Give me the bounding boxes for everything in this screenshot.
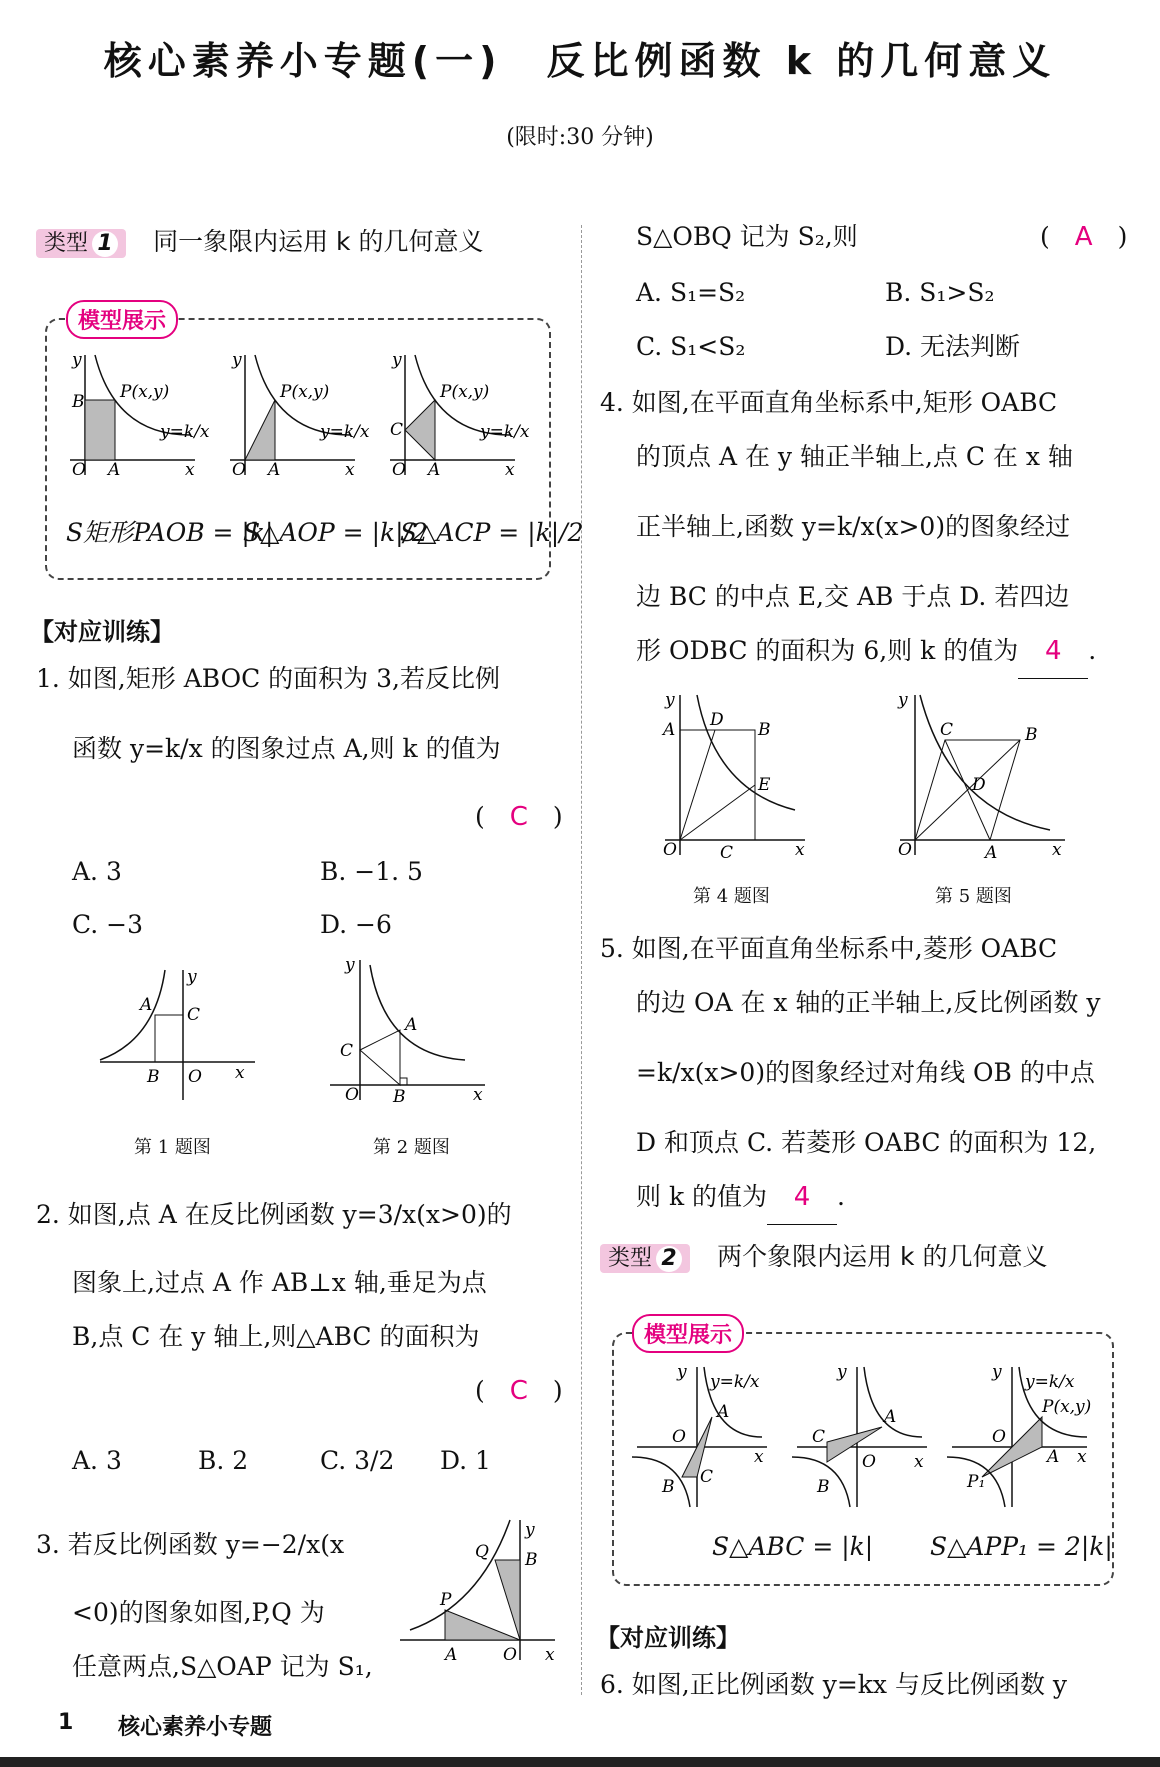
svg-text:C: C [340,1041,354,1061]
q5-answer: 4 [793,1182,811,1212]
svg-text:O: O [232,460,246,480]
model1-formula2: S△AOP = |k|/2 [243,518,428,547]
q2-option-a: A. 3 [72,1446,122,1475]
svg-text:x: x [473,1085,483,1105]
q4-caption: 第 4 题图 [693,886,770,907]
svg-text:P(x,y): P(x,y) [120,382,170,402]
svg-text:y: y [898,690,908,710]
svg-text:y: y [525,1520,535,1540]
svg-text:A: A [405,1015,418,1035]
svg-text:P(x,y): P(x,y) [280,382,330,402]
section1-heading [36,222,483,258]
svg-text:Q: Q [475,1542,489,1562]
svg-text:A: A [268,460,281,480]
q4-answer: 4 [1044,636,1062,666]
q4-line1: 4. 如图,在平面直角坐标系中,矩形 OABC [600,388,1058,417]
svg-text:B: B [758,720,771,740]
q4-line2: 的顶点 A 在 y 轴正半轴上,点 C 在 x 轴 [636,442,1073,471]
svg-text:O: O [188,1067,202,1087]
model1-graph-acp [390,350,530,480]
training-heading-1: 【对应训练】 [30,618,174,646]
q4-line3: 正半轴上,函数 y=k/x(x>0)的图象经过 [636,512,1071,541]
q2-answer: C [509,1376,528,1406]
q2-option-b: B. 2 [198,1446,249,1475]
q6-line1: 6. 如图,正比例函数 y=kx 与反比例函数 y [600,1670,1068,1699]
svg-text:B: B [817,1477,830,1497]
q2-line1: 2. 如图,点 A 在反比例函数 y=3/x(x>0)的 [36,1200,512,1229]
q4-line4: 边 BC 的中点 E,交 AB 于点 D. 若四边 [636,582,1070,611]
q1-line1: 1. 如图,矩形 ABOC 的面积为 3,若反比例 [36,664,500,693]
svg-text:x: x [505,460,515,480]
svg-text:y=k/x: y=k/x [480,422,530,442]
svg-text:P₁: P₁ [967,1472,986,1492]
column-divider [581,225,582,1695]
svg-text:x: x [545,1645,555,1665]
model2-graph-mid [792,1362,927,1507]
svg-text:P: P [440,1590,452,1610]
svg-text:y: y [677,1362,687,1382]
svg-text:O: O [672,1427,686,1447]
training-heading-2: 【对应训练】 [596,1624,740,1652]
model2-formula1: S△ABC = |k| [712,1532,874,1561]
svg-text:y: y [345,960,355,975]
svg-text:B: B [72,392,85,412]
svg-text:C: C [812,1427,826,1447]
q2-answer-bracket: ( C ) [475,1376,563,1406]
svg-text:x: x [345,460,355,480]
model2-graph-app [947,1362,1091,1507]
q5-line4: D 和顶点 C. 若菱形 OABC 的面积为 12, [636,1128,1097,1157]
svg-text:x: x [754,1447,764,1467]
svg-text:C: C [390,420,404,440]
svg-text:y: y [992,1362,1002,1382]
svg-text:B: B [1025,725,1038,745]
svg-text:x: x [1052,840,1062,860]
model2-formula2: S△APP₁ = 2|k| [930,1532,1113,1561]
q3-figure [400,1515,560,1665]
type2-badge: 类型 2 [600,1244,690,1273]
model-tag-1: 模型展示 [66,300,178,339]
svg-text:D: D [710,710,724,730]
model1-formula1: S矩形PAOB = |k| [66,518,274,547]
svg-text:y=k/x: y=k/x [320,422,370,442]
q3-answer: A [1074,222,1093,252]
svg-text:A: A [717,1402,730,1422]
q2-line3: B,点 C 在 y 轴上,则△ABC 的面积为 [72,1322,480,1351]
q1-line2: 函数 y=k/x 的图象过点 A,则 k 的值为 [72,734,501,763]
q3-line1: 3. 若反比例函数 y=−2/x(x [36,1530,345,1559]
type1-badge: 类型 1 [36,229,126,258]
svg-text:y=k/x: y=k/x [160,422,210,442]
svg-text:A: A [108,460,121,480]
type2-title: 两个象限内运用 k 的几何意义 [717,1242,1048,1271]
svg-text:y: y [665,690,675,710]
footer-label: 核心素养小专题 [118,1715,273,1740]
q3-option-c: C. S₁<S₂ [636,332,746,361]
page-number: 1 [58,1710,74,1735]
svg-text:C: C [187,1005,201,1025]
q1-option-b: B. −1. 5 [320,857,423,886]
svg-text:D: D [972,775,986,795]
q2-option-c: C. 3/2 [320,1446,395,1475]
svg-text:O: O [392,460,406,480]
svg-text:A: A [140,995,153,1015]
q1-option-d: D. −6 [320,910,392,939]
q4-figure [661,690,805,860]
q3-option-a: A. S₁=S₂ [636,278,746,307]
svg-text:B: B [662,1477,675,1497]
section2-heading [600,1237,1047,1273]
time-limit: (限时:30 分钟) [506,125,654,150]
svg-text:P(x,y): P(x,y) [440,382,490,402]
q1-answer-bracket: ( C ) [475,802,563,832]
model1-graphs [60,345,540,485]
q5-line5: 则 k 的值为 4 . [636,1170,845,1225]
svg-text:x: x [914,1452,924,1472]
q5-line3: =k/x(x>0)的图象经过对角线 OB 的中点 [636,1058,1095,1087]
svg-text:y: y [187,967,197,987]
q5-line2: 的边 OA 在 x 轴的正半轴上,反比例函数 y [636,988,1101,1017]
model2-graphs [632,1362,1102,1512]
svg-text:E: E [758,775,771,795]
svg-text:O: O [72,460,86,480]
q3-line2: <0)的图象如图,P,Q 为 [72,1598,325,1627]
model1-formula3: S△ACP = |k|/2 [400,518,584,547]
type1-title: 同一象限内运用 k 的几何意义 [153,227,484,256]
svg-text:y: y [392,350,402,370]
q1-figure [100,967,255,1100]
svg-text:O: O [345,1085,359,1105]
q3-line3: 任意两点,S△OAP 记为 S₁, [72,1652,373,1681]
bottom-bar [0,1757,1160,1767]
model-tag-2: 模型展示 [632,1314,744,1353]
svg-text:A: A [884,1407,897,1427]
svg-text:A: A [428,460,441,480]
svg-text:A: A [445,1645,458,1665]
q1-option-a: A. 3 [72,857,122,886]
svg-text:y=k/x: y=k/x [710,1372,760,1392]
svg-text:A: A [1047,1447,1060,1467]
svg-text:x: x [1077,1447,1087,1467]
q3-option-b: B. S₁>S₂ [885,278,995,307]
q1-caption: 第 1 题图 [134,1137,211,1158]
q2-figure [330,960,485,1107]
svg-text:y=k/x: y=k/x [1025,1372,1075,1392]
q4-q5-figures [655,690,1075,860]
svg-text:C: C [940,720,954,740]
q1-option-c: C. −3 [72,910,143,939]
svg-text:O: O [862,1452,876,1472]
q5-figure [897,690,1065,860]
q2-option-d: D. 1 [440,1446,491,1475]
svg-text:P(x,y): P(x,y) [1042,1397,1092,1417]
model1-graph-triangle [230,350,370,480]
q2-line2: 图象上,过点 A 作 AB⊥x 轴,垂足为点 [72,1268,487,1297]
svg-text:B: B [393,1087,406,1107]
svg-text:O: O [663,840,677,860]
svg-text:y: y [72,350,82,370]
svg-text:O: O [503,1645,517,1665]
q3-line4: S△OBQ 记为 S₂,则 [636,222,858,251]
svg-text:x: x [235,1063,245,1083]
svg-text:A: A [663,720,676,740]
q1-answer: C [509,802,528,832]
svg-text:B: B [525,1550,538,1570]
q3-option-d: D. 无法判断 [885,332,1021,361]
svg-text:y: y [837,1362,847,1382]
model2-graph-abc [632,1362,767,1507]
svg-text:x: x [185,460,195,480]
q4-line5: 形 ODBC 的面积为 6,则 k 的值为 4 . [636,624,1096,679]
svg-text:x: x [795,840,805,860]
svg-text:C: C [720,843,734,860]
q2-caption: 第 2 题图 [373,1137,450,1158]
q1-q2-figures [95,960,515,1110]
q5-caption: 第 5 题图 [935,886,1012,907]
q5-line1: 5. 如图,在平面直角坐标系中,菱形 OABC [600,934,1058,963]
svg-text:O: O [898,840,912,860]
svg-text:O: O [992,1427,1006,1447]
svg-text:A: A [985,843,998,860]
svg-text:C: C [700,1467,714,1487]
svg-text:y: y [232,350,242,370]
page-title: 核心素养小专题(一) 反比例函数 k 的几何意义 [103,39,1057,83]
q3-answer-bracket: ( A ) [1040,222,1128,252]
svg-text:B: B [147,1067,160,1087]
model1-graph-rect [70,350,210,480]
